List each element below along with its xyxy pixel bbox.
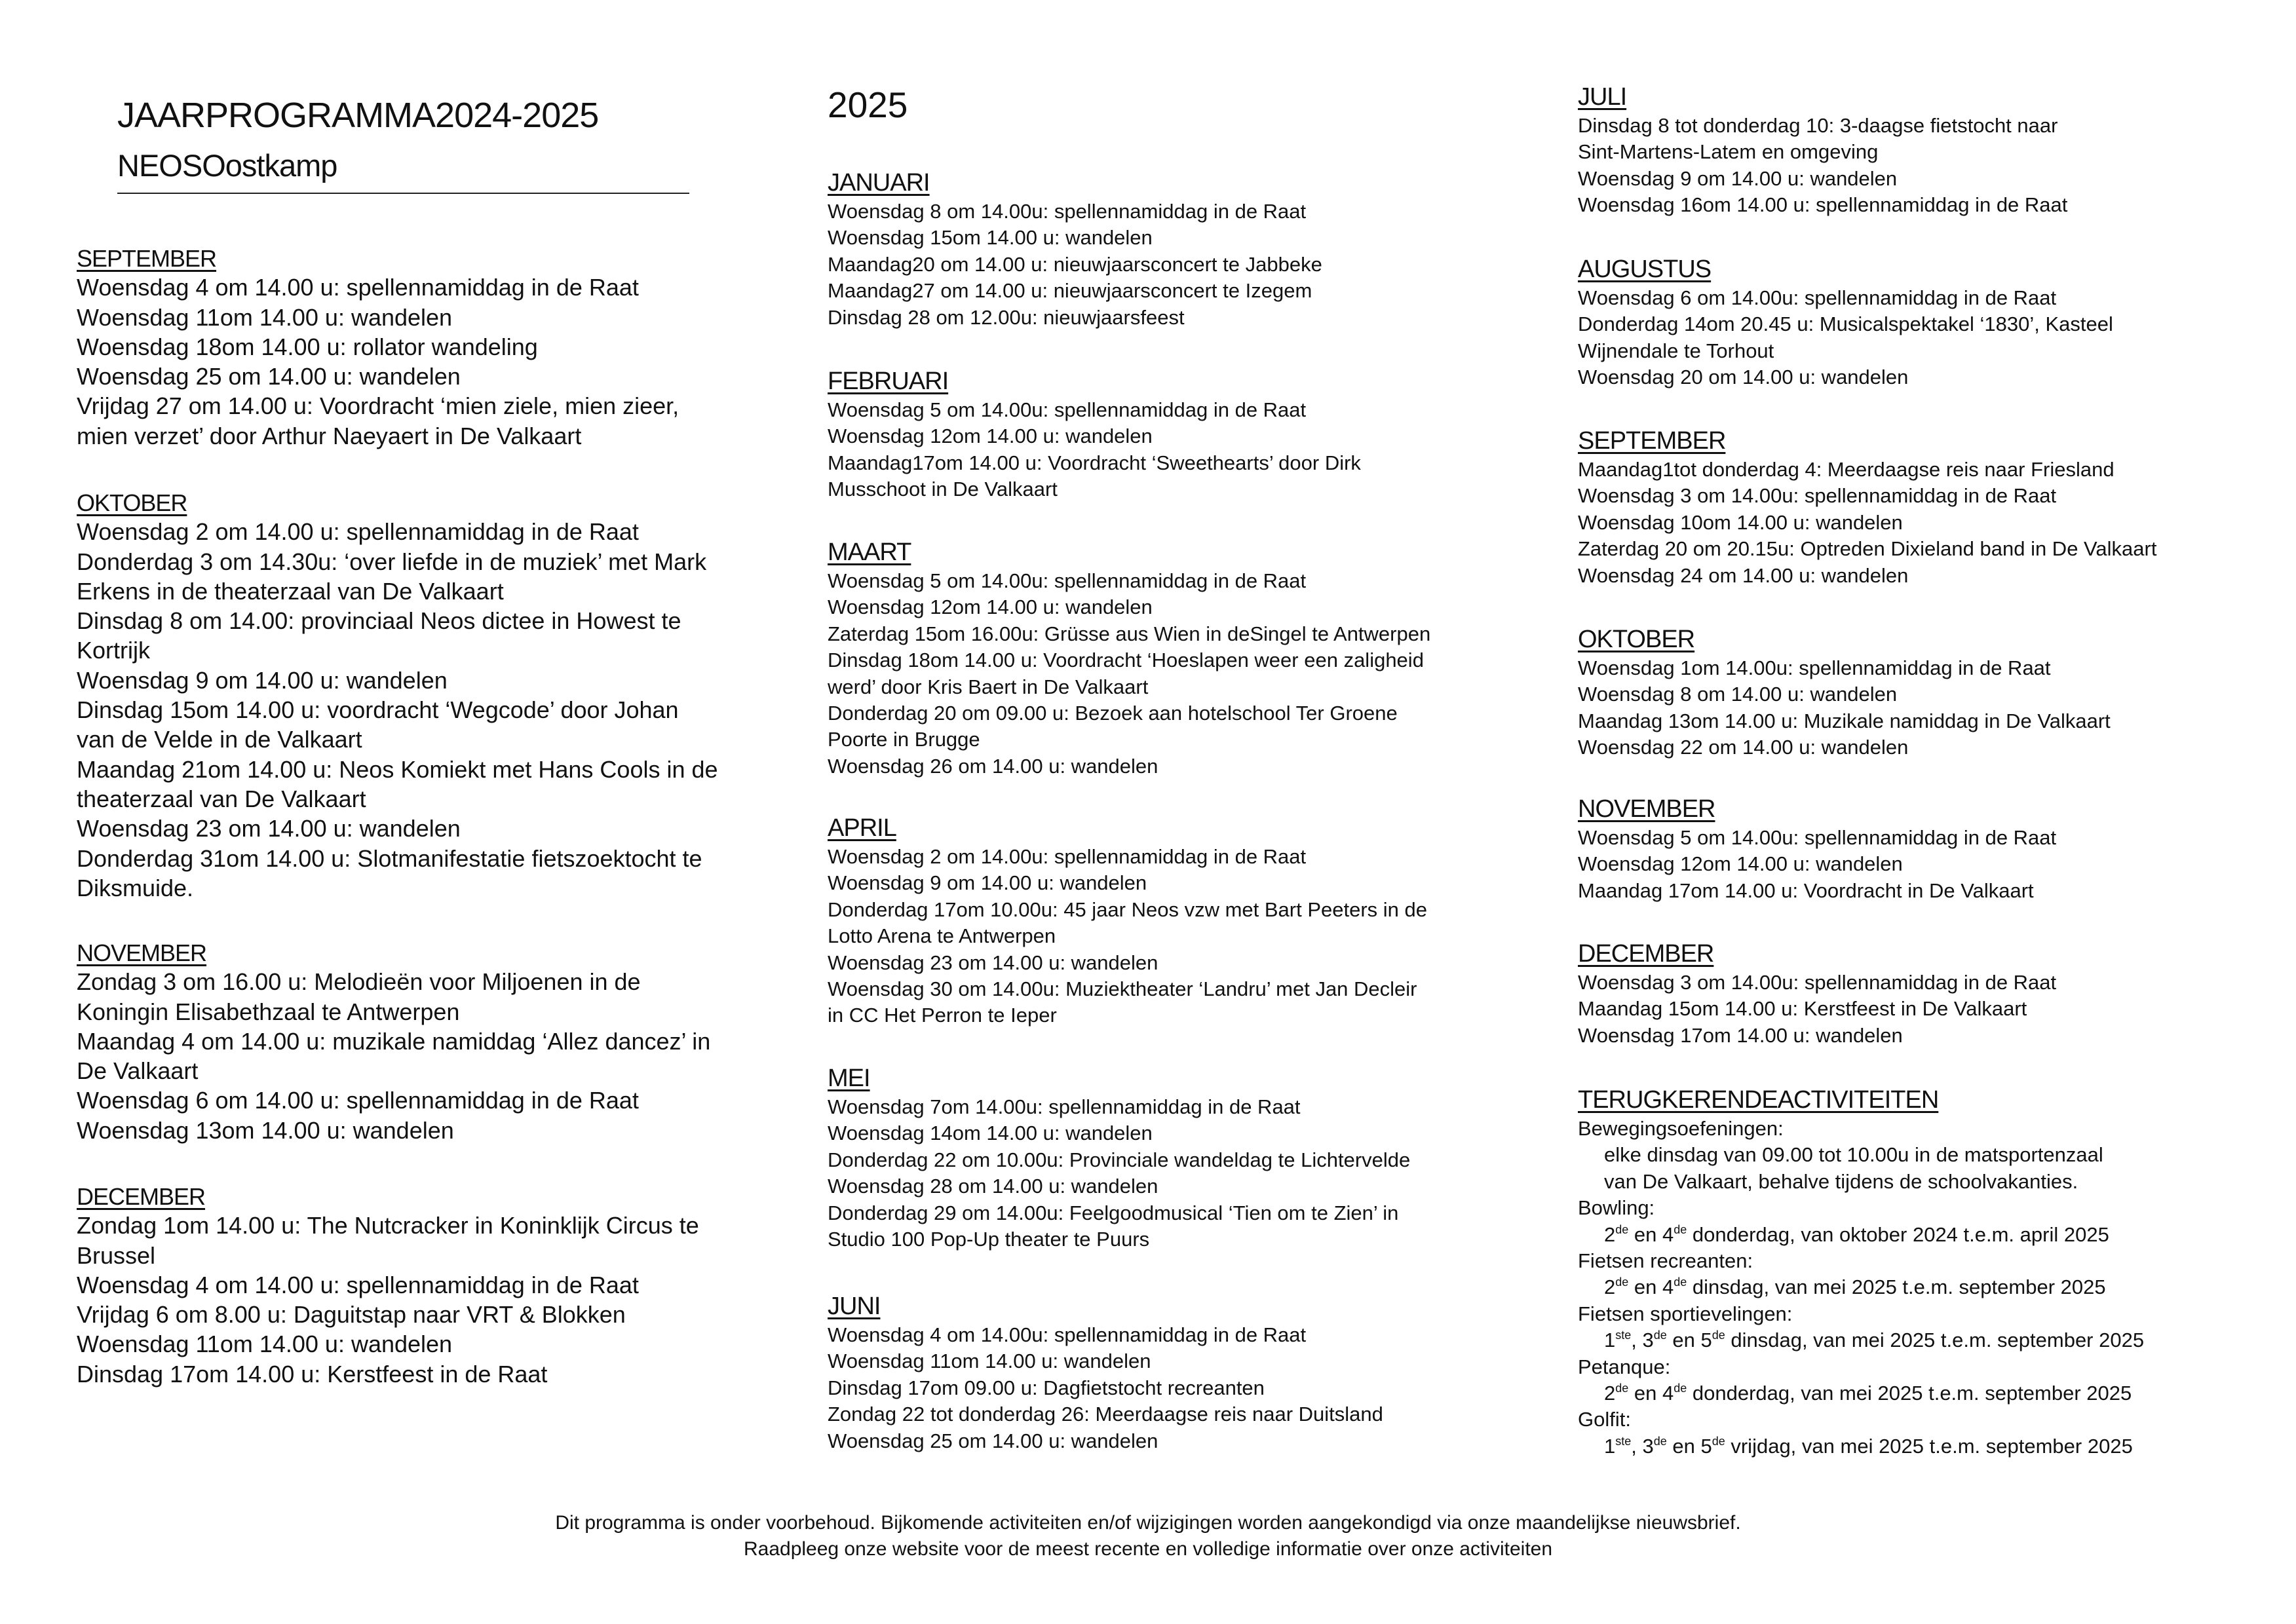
- event-line: Vrijdag 6 om 8.00 u: Daguitstap naar VRT & Blokken: [77, 1301, 626, 1329]
- event-line: Maandag 21om 14.00 u: Neos Komiekt met Hans Cools in de: [77, 755, 718, 783]
- ordinal-suffix: de: [1674, 1222, 1687, 1236]
- month-section: [828, 1063, 1483, 1253]
- event-line: Donderdag 20 om 09.00 u: Bezoek aan hotelschool Ter Groene: [828, 702, 1398, 725]
- month-section: [77, 244, 745, 451]
- detail-text: en 4: [1628, 1382, 1674, 1405]
- event-line: Woensdag 14om 14.00 u: wandelen: [828, 1122, 1153, 1145]
- event-line: Donderdag 22 om 10.00u: Provinciale wandeldag te Lichtervelde: [828, 1148, 1411, 1171]
- event-line: Vrijdag 27 om 14.00 u: Voordracht ‘mien ziele, mien zieer,: [77, 392, 679, 420]
- event-line: Woensdag 9 om 14.00 u: wandelen: [77, 666, 448, 694]
- title-divider: [117, 193, 689, 194]
- event-line: Woensdag 4 om 14.00 u: spellennamiddag in de Raat: [77, 274, 639, 301]
- month-heading: OKTOBER: [77, 489, 187, 516]
- event-line: Woensdag 25 om 14.00 u: wandelen: [77, 363, 461, 390]
- detail-text: elke dinsdag van 09.00 tot 10.00u in de matsportenzaal: [1604, 1143, 2103, 1167]
- month-heading: SEPTEMBER: [1578, 427, 1726, 455]
- event-line: Zondag 1om 14.00 u: The Nutcracker in Koninklijk Circus te: [77, 1212, 699, 1239]
- event-line: Donderdag 29 om 14.00u: Feelgoodmusical ‘Tien om te Zien’ in: [828, 1201, 1399, 1224]
- detail-text: 2: [1604, 1382, 1616, 1405]
- month-heading: APRIL: [828, 814, 896, 842]
- event-line: theaterzaal van De Valkaart: [77, 785, 366, 812]
- event-line: Sint-Martens-Latem en omgeving: [1578, 140, 1879, 164]
- event-line: Dinsdag 17om 09.00 u: Dagfietstocht recreanten: [828, 1376, 1265, 1399]
- detail-text: van De Valkaart, behalve tijdens de schoolvakanties.: [1604, 1169, 2078, 1193]
- event-line: Poorte in Brugge: [828, 728, 980, 751]
- footer-line: Raadpleeg onze website voor de meest recente en volledige informatie over onze activiteiten: [743, 1538, 1553, 1560]
- month-heading: JANUARI: [828, 169, 930, 197]
- event-line: Zaterdag 20 om 20.15u: Optreden Dixieland band in De Valkaart: [1578, 537, 2157, 561]
- event-line: Woensdag 28 om 14.00 u: wandelen: [828, 1175, 1158, 1198]
- month-section: [1578, 938, 2253, 1049]
- event-line: Woensdag 12om 14.00 u: wandelen: [1578, 852, 1903, 876]
- month-heading: FEBRUARI: [828, 368, 949, 395]
- ordinal-suffix: de: [1615, 1275, 1629, 1289]
- ordinal-suffix: ste: [1615, 1329, 1632, 1342]
- ordinal-suffix: ste: [1615, 1434, 1632, 1448]
- event-line: Lotto Arena te Antwerpen: [828, 924, 1056, 948]
- event-line: Woensdag 24 om 14.00 u: wandelen: [1578, 563, 1909, 587]
- event-line: Woensdag 5 om 14.00u: spellennamiddag in de Raat: [828, 569, 1307, 592]
- event-line: Dinsdag 28 om 12.00u: nieuwjaarsfeest: [828, 305, 1185, 329]
- event-line: Woensdag 9 om 14.00 u: wandelen: [1578, 166, 1898, 190]
- event-line: Woensdag 13om 14.00 u: wandelen: [77, 1116, 454, 1144]
- detail-text: 2: [1604, 1222, 1616, 1246]
- event-line: Woensdag 4 om 14.00 u: spellennamiddag in de Raat: [77, 1271, 639, 1298]
- ordinal-suffix: de: [1615, 1222, 1629, 1236]
- month-section: [1578, 624, 2253, 761]
- event-line: Dinsdag 8 om 14.00: provinciaal Neos dictee in Howest te: [77, 607, 681, 635]
- event-line: van de Velde in de Valkaart: [77, 726, 362, 753]
- event-line: Woensdag 22 om 14.00 u: wandelen: [1578, 736, 1909, 759]
- event-line: Woensdag 5 om 14.00u: spellennamiddag in de Raat: [1578, 826, 2057, 849]
- event-line: Maandag27 om 14.00 u: nieuwjaarsconcert te Izegem: [828, 279, 1312, 303]
- event-line: Maandag 17om 14.00 u: Voordracht in De Valkaart: [1578, 878, 2034, 902]
- event-line: Woensdag 6 om 14.00u: spellennamiddag in de Raat: [1578, 286, 2057, 309]
- event-line: Woensdag 12om 14.00 u: wandelen: [828, 425, 1153, 448]
- ordinal-suffix: de: [1653, 1434, 1667, 1448]
- month-heading: AUGUSTUS: [1578, 255, 1712, 283]
- detail-text: donderdag, van mei 2025 t.e.m. september 2025: [1687, 1382, 2132, 1405]
- ordinal-suffix: de: [1653, 1329, 1667, 1342]
- month-heading: JULI: [1578, 83, 1627, 111]
- recurring-label: Bowling:: [1578, 1196, 1655, 1220]
- month-section: [77, 938, 745, 1145]
- event-line: Kortrijk: [77, 637, 151, 664]
- month-section: [828, 537, 1483, 780]
- event-line: Donderdag 17om 10.00u: 45 jaar Neos vzw met Bart Peeters in de: [828, 897, 1428, 921]
- year-label: 2025: [828, 85, 908, 125]
- recurring-detail: [1578, 1274, 2253, 1300]
- ordinal-suffix: de: [1712, 1329, 1725, 1342]
- event-line: Erkens in de theaterzaal van De Valkaart: [77, 577, 504, 605]
- detail-text: , 3: [1631, 1434, 1654, 1458]
- event-line: Woensdag 8 om 14.00u: spellennamiddag in de Raat: [828, 200, 1307, 223]
- event-line: Donderdag 14om 20.45 u: Musicalspektakel ‘1830’, Kasteel: [1578, 312, 2113, 336]
- event-line: Woensdag 10om 14.00 u: wandelen: [1578, 510, 1903, 534]
- event-line: Dinsdag 18om 14.00 u: Voordracht ‘Hoeslapen weer een zaligheid: [828, 649, 1424, 672]
- event-line: Woensdag 23 om 14.00 u: wandelen: [77, 815, 461, 842]
- ordinal-suffix: de: [1674, 1382, 1687, 1395]
- event-line: De Valkaart: [77, 1057, 199, 1085]
- detail-text: 1: [1604, 1434, 1616, 1458]
- month-section: [1578, 254, 2253, 391]
- event-line: Woensdag 16om 14.00 u: spellennamiddag in de Raat: [1578, 193, 2068, 217]
- event-line: Maandag20 om 14.00 u: nieuwjaarsconcert te Jabbeke: [828, 252, 1322, 276]
- month-section: [1578, 793, 2253, 904]
- event-line: Woensdag 17om 14.00 u: wandelen: [1578, 1023, 1903, 1047]
- month-heading: MAART: [828, 538, 911, 566]
- recurring-detail: [1578, 1142, 2253, 1168]
- event-line: Woensdag 15om 14.00 u: wandelen: [828, 226, 1153, 250]
- detail-text: en 4: [1628, 1275, 1674, 1299]
- detail-text: , 3: [1631, 1329, 1654, 1352]
- event-line: Studio 100 Pop-Up theater te Puurs: [828, 1228, 1150, 1251]
- recurring-activities: [1578, 1084, 2253, 1460]
- month-section: [828, 366, 1483, 503]
- month-section: [828, 812, 1483, 1029]
- event-line: Musschoot in De Valkaart: [828, 478, 1058, 501]
- ordinal-suffix: de: [1674, 1275, 1687, 1289]
- month-heading: SEPTEMBER: [77, 245, 217, 272]
- event-line: Woensdag 11om 14.00 u: wandelen: [77, 303, 453, 331]
- event-line: Koningin Elisabethzaal te Antwerpen: [77, 998, 460, 1025]
- month-section: [1578, 425, 2253, 589]
- event-line: Brussel: [77, 1241, 156, 1269]
- event-line: Dinsdag 8 tot donderdag 10: 3-daagse fietstocht naar: [1578, 114, 2058, 137]
- event-line: Woensdag 25 om 14.00 u: wandelen: [828, 1429, 1158, 1452]
- event-line: Woensdag 2 om 14.00 u: spellennamiddag in de Raat: [77, 518, 639, 546]
- recurring-detail: [1578, 1380, 2253, 1407]
- month-heading: DECEMBER: [1578, 940, 1714, 968]
- event-line: Woensdag 6 om 14.00 u: spellennamiddag in de Raat: [77, 1087, 639, 1114]
- event-line: Maandag 13om 14.00 u: Muzikale namiddag in De Valkaart: [1578, 709, 2111, 732]
- detail-text: vrijdag, van mei 2025 t.e.m. september 2025: [1725, 1434, 2133, 1458]
- event-line: Woensdag 20 om 14.00 u: wandelen: [1578, 366, 1909, 389]
- page-subtitle: NEOSOostkamp: [117, 148, 337, 183]
- ordinal-suffix: de: [1712, 1434, 1725, 1448]
- event-line: Dinsdag 15om 14.00 u: voordracht ‘Wegcode’ door Johan: [77, 696, 679, 724]
- recurring-heading: TERUGKERENDEACTIVITEITEN: [1578, 1086, 1939, 1114]
- recurring-detail: [1578, 1433, 2253, 1460]
- event-line: Diksmuide.: [77, 874, 194, 901]
- event-line: Maandag1tot donderdag 4: Meerdaagse reis naar Friesland: [1578, 458, 2114, 481]
- month-heading: NOVEMBER: [1578, 795, 1715, 823]
- recurring-detail: [1578, 1222, 2253, 1248]
- event-line: Woensdag 18om 14.00 u: rollator wandeling: [77, 333, 538, 360]
- recurring-label: Fietsen sportievelingen:: [1578, 1302, 1793, 1325]
- event-line: Woensdag 7om 14.00u: spellennamiddag in de Raat: [828, 1095, 1301, 1118]
- detail-text: dinsdag, van mei 2025 t.e.m. september 2025: [1687, 1275, 2106, 1299]
- recurring-detail: [1578, 1327, 2253, 1353]
- month-section: [77, 1182, 745, 1389]
- month-section: [1578, 81, 2253, 219]
- event-line: Woensdag 3 om 14.00u: spellennamiddag in de Raat: [1578, 484, 2057, 508]
- event-line: Zondag 22 tot donderdag 26: Meerdaagse reis naar Duitsland: [828, 1403, 1383, 1426]
- month-heading: JUNI: [828, 1293, 881, 1320]
- month-heading: MEI: [828, 1065, 870, 1092]
- event-line: Donderdag 31om 14.00 u: Slotmanifestatie fietszoektocht te: [77, 844, 702, 872]
- detail-text: en 5: [1666, 1434, 1712, 1458]
- event-line: Donderdag 3 om 14.30u: ‘over liefde in de muziek’ met Mark: [77, 548, 707, 575]
- event-line: Dinsdag 17om 14.00 u: Kerstfeest in de Raat: [77, 1360, 548, 1388]
- event-line: Woensdag 23 om 14.00 u: wandelen: [828, 951, 1158, 974]
- month-heading: OKTOBER: [1578, 626, 1695, 653]
- month-section: [828, 1291, 1483, 1454]
- event-line: Woensdag 4 om 14.00u: spellennamiddag in de Raat: [828, 1323, 1307, 1346]
- recurring-label: Fietsen recreanten:: [1578, 1249, 1753, 1273]
- event-line: Woensdag 26 om 14.00 u: wandelen: [828, 754, 1158, 778]
- detail-text: en 4: [1628, 1222, 1674, 1246]
- recurring-label: Golfit:: [1578, 1408, 1631, 1431]
- page-title: JAARPROGRAMMA2024-2025: [117, 96, 599, 135]
- event-line: Woensdag 5 om 14.00u: spellennamiddag in de Raat: [828, 398, 1307, 421]
- event-line: Woensdag 9 om 14.00 u: wandelen: [828, 871, 1147, 895]
- month-heading: NOVEMBER: [77, 939, 207, 966]
- event-line: Woensdag 8 om 14.00 u: wandelen: [1578, 683, 1898, 706]
- month-section: [828, 167, 1483, 331]
- ordinal-suffix: de: [1615, 1382, 1629, 1395]
- detail-text: 1: [1604, 1329, 1616, 1352]
- month-section: [77, 488, 745, 903]
- event-line: Woensdag 3 om 14.00u: spellennamiddag in de Raat: [1578, 971, 2057, 994]
- event-line: Woensdag 12om 14.00 u: wandelen: [828, 595, 1153, 619]
- recurring-label: Petanque:: [1578, 1355, 1671, 1378]
- event-line: Maandag17om 14.00 u: Voordracht ‘Sweethearts’ door Dirk: [828, 451, 1361, 474]
- event-line: werd’ door Kris Baert in De Valkaart: [828, 675, 1149, 698]
- recurring-detail: [1578, 1169, 2253, 1195]
- event-line: Maandag 4 om 14.00 u: muzikale namiddag ‘Allez dancez’ in: [77, 1027, 711, 1055]
- recurring-label: Bewegingsoefeningen:: [1578, 1117, 1784, 1140]
- event-line: Zondag 3 om 16.00 u: Melodieën voor Miljoenen in de: [77, 968, 641, 996]
- event-line: Maandag 15om 14.00 u: Kerstfeest in De Valkaart: [1578, 997, 2027, 1021]
- event-line: Woensdag 30 om 14.00u: Muziektheater ‘Landru’ met Jan Decleir: [828, 977, 1417, 1001]
- event-line: Woensdag 2 om 14.00u: spellennamiddag in de Raat: [828, 845, 1307, 868]
- detail-text: donderdag, van oktober 2024 t.e.m. april 2025: [1687, 1222, 2109, 1246]
- event-line: mien verzet’ door Arthur Naeyaert in De Valkaart: [77, 422, 582, 449]
- detail-text: dinsdag, van mei 2025 t.e.m. september 2025: [1725, 1329, 2145, 1352]
- event-line: Woensdag 1om 14.00u: spellennamiddag in de Raat: [1578, 656, 2051, 679]
- footer-line: Dit programma is onder voorbehoud. Bijkomende activiteiten en/of wijzigingen worden aangekondigd via onze maandelijkse nieuwsbrief.: [555, 1512, 1741, 1534]
- detail-text: en 5: [1666, 1329, 1712, 1352]
- event-line: Woensdag 11om 14.00 u: wandelen: [77, 1331, 453, 1358]
- event-line: Woensdag 11om 14.00 u: wandelen: [828, 1350, 1151, 1373]
- detail-text: 2: [1604, 1275, 1616, 1299]
- footer-note: [0, 1510, 2296, 1562]
- month-heading: DECEMBER: [77, 1183, 206, 1210]
- event-line: in CC Het Perron te Ieper: [828, 1004, 1057, 1027]
- event-line: Zaterdag 15om 16.00u: Grüsse aus Wien in deSingel te Antwerpen: [828, 622, 1431, 645]
- event-line: Wijnendale te Torhout: [1578, 339, 1774, 362]
